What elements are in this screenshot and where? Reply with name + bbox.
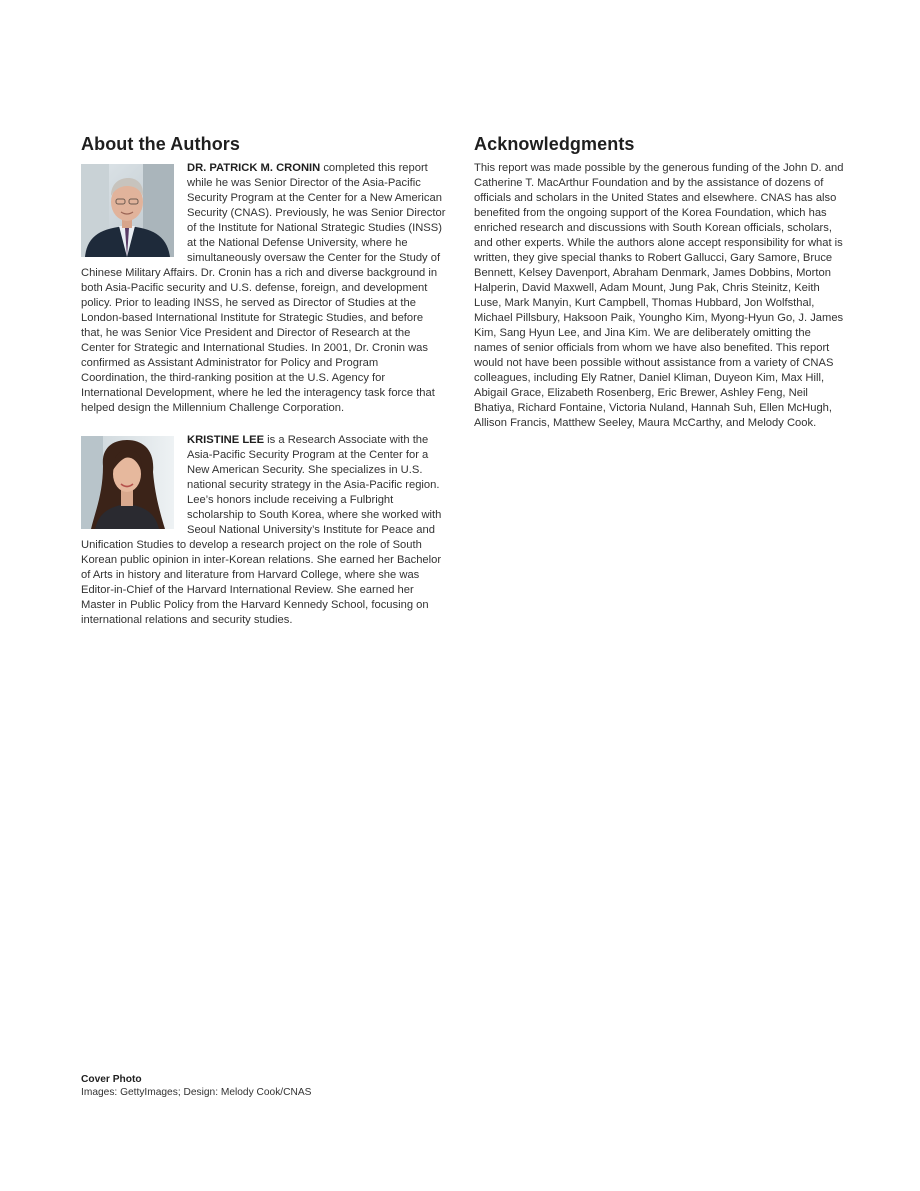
cover-photo-text: Images: GettyImages; Design: Melody Cook/CNAS (81, 1087, 312, 1098)
author-bio-text-lee: is a Research Associate with the Asia-Pacific Security Program at the Center for a New American Security. She specializes in U.S. national security strategy in the Asia-Pacific region. Lee’s honors include receiving a Fulbright scholarship to South Korea, where she worked with Seoul National University’s Institute for Peace and Unification Studies to develop a research project on the role of South Korean public opinion in inter-Korean relations. She earned her Bachelor of Arts in history and literature from Harvard College, where she was Editor-in-Chief of the Harvard International Review. She earned her Master in Public Policy from the Harvard Kennedy School, focusing on international relations and security studies. (81, 434, 442, 626)
about-authors-section (81, 133, 447, 628)
author-bio-lee (81, 433, 447, 628)
acknowledgments-text: This report was made possible by the generous funding of the John D. and Catherine T. MacArthur Foundation and by the assistance of dozens of officials and scholars in the United States and elsewhere. CNAS has also benefited from the ongoing support of the Korea Foundation, which has enriched research and discussions with South Korean officials, scholars, and other experts. While the authors alone accept responsibility for what is written, they give special thanks to Robert Gallucci, Gary Samore, Bruce Bennett, Kelsey Davenport, Abraham Denmark, James Dobbins, Morton Halperin, David Maxwell, Adam Mount, Jung Pak, Chris Steinitz, Keith Luse, Mark Manyin, Kurt Campbell, Thomas Hubbard, Jon Wolfsthal, Michael Pillsbury, Haksoon Paik, Youngho Kim, Myong-Hyun Go, J. James Kim, Sang Hyun Lee, and Jina Kim. We are deliberately omitting the names of senior officials from whom we have also benefited. This report would not have been possible without assistance from a variety of CNAS colleagues, including Ely Ratner, Daniel Kliman, Duyeon Kim, Max Hill, Abigail Grace, Elizabeth Rosenberg, Eric Brewer, Ashley Feng, Neil Bhatiya, Richard Fontaine, Victoria Nuland, Hannah Suh, Ellen McHugh, Allison Francis, Matthew Seeley, Maura McCarthy, and Melody Cook. (474, 162, 844, 429)
author-bio-text-cronin: completed this report while he was Senior Director of the Asia-Pacific Security Program at the Center for a New American Security (CNAS). Previously, he was Senior Director of the Institute for National Strategic Studies (INSS) at the National Defense University, where he simultaneously oversaw the Center for the Study of Chinese Military Affairs. Dr. Cronin has a rich and diverse background in both Asia-Pacific security and U.S. defense, foreign, and development policy. Prior to leading INSS, he served as Director of Studies at the London-based International Institute for Strategic Studies, and before that, he was Senior Vice President and Director of Research at the Center for Strategic and International Studies. In 2001, Dr. Cronin was confirmed as Assistant Administrator for Policy and Program Coordination, the third-ranking position at the U.S. Agency for International Development, where he led the interagency task force that helped design the Millennium Challenge Corporation. (81, 162, 446, 414)
acknowledgments-heading: Acknowledgments (474, 134, 635, 154)
author-name-cronin: DR. PATRICK M. CRONIN (187, 162, 321, 174)
author-bio-cronin (81, 161, 447, 416)
about-authors-heading: About the Authors (81, 134, 241, 154)
cover-photo-credits (81, 1073, 311, 1099)
author-photo-lee (81, 436, 174, 529)
author-photo-cronin (81, 164, 174, 257)
cover-photo-label: Cover Photo (81, 1074, 142, 1085)
acknowledgments-section (474, 133, 844, 431)
author-name-lee: KRISTINE LEE (187, 434, 265, 446)
